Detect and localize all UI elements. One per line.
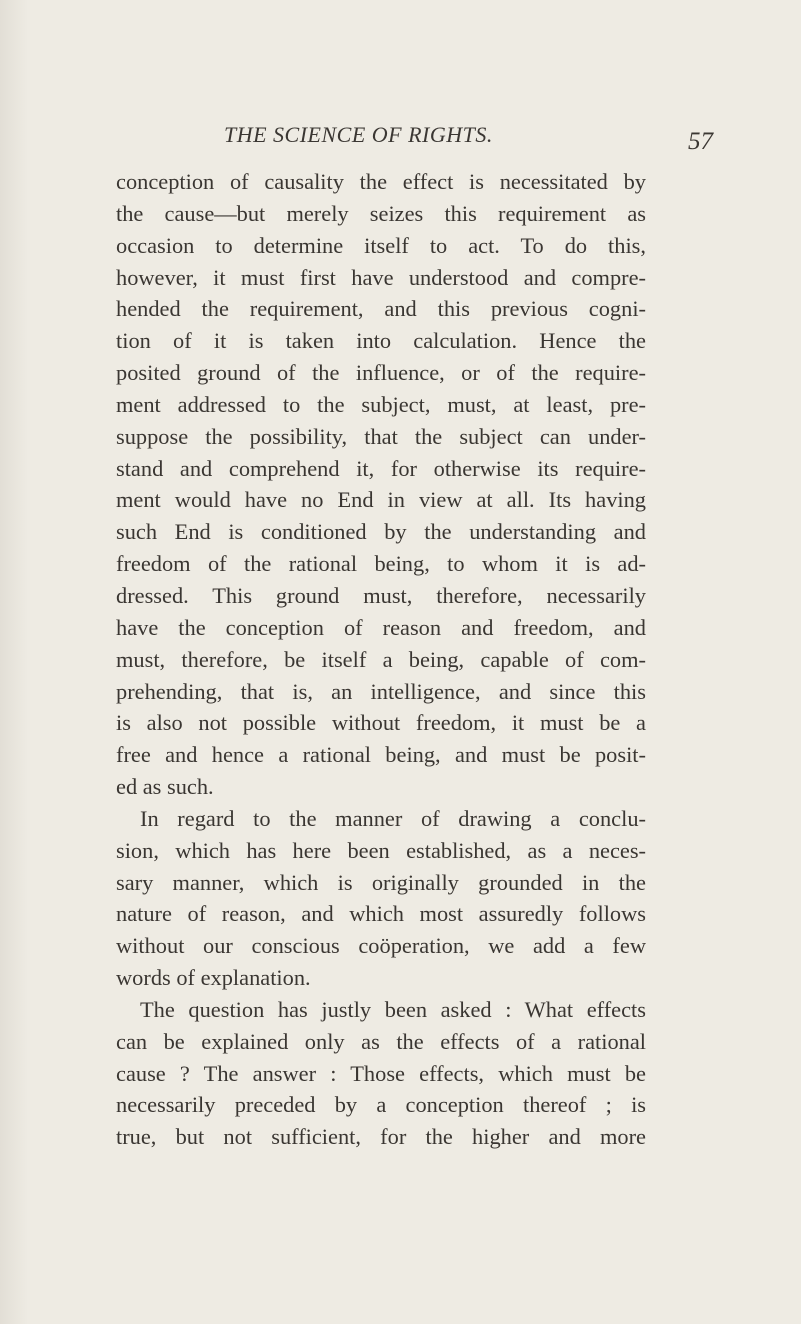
text-line: conception of causality the effect is necessitated by [116, 169, 646, 194]
text-line: ed as such. [116, 774, 214, 800]
text-line: cause ? The answer : Those effects, which must be [116, 1060, 646, 1086]
body-text [116, 166, 646, 1153]
text-line: sion, which has here been established, as a neces- [116, 837, 646, 863]
text-line: such End is conditioned by the understanding and [116, 519, 646, 545]
text-line: have the conception of reason and freedom, and [116, 614, 646, 640]
text-line: suppose the possibility, that the subject can under- [116, 423, 646, 449]
text-line: the cause—but merely seizes this requirement as [116, 200, 646, 226]
text-line: necessarily preceded by a conception thereof ; is [116, 1092, 646, 1118]
text-line: dressed. This ground must, therefore, necessarily [116, 582, 646, 608]
text-line: occasion to determine itself to act. To do this, [116, 232, 646, 258]
text-line: true, but not sufficient, for the higher and more [116, 1124, 646, 1150]
running-head [0, 122, 801, 162]
text-line: In regard to the manner of drawing a conclu- [140, 805, 646, 831]
text-line: nature of reason, and which most assuredly follows [116, 901, 646, 927]
text-line: free and hence a rational being, and must be posit- [116, 742, 646, 768]
text-line: stand and comprehend it, for otherwise its require- [116, 455, 646, 481]
text-line: The question has justly been asked : What effects [140, 996, 646, 1022]
text-line: tion of it is taken into calculation. Hence the [116, 328, 646, 354]
text-line: words of explanation. [116, 965, 311, 991]
text-line: must, therefore, be itself a being, capable of com- [116, 646, 646, 672]
text-line: sary manner, which is originally grounded in the [116, 869, 646, 895]
text-line: posited ground of the influence, or of the require- [116, 360, 646, 386]
text-line: can be explained only as the effects of a rational [116, 1028, 646, 1054]
text-line: ment addressed to the subject, must, at least, pre- [116, 391, 646, 417]
text-line: prehending, that is, an intelligence, and since this [116, 678, 646, 704]
text-line: without our conscious coöperation, we add a few [116, 933, 646, 959]
running-title: THE SCIENCE OF RIGHTS. [224, 122, 493, 147]
text-line: hended the requirement, and this previous cogni- [116, 296, 646, 322]
text-line: however, it must first have understood and compre- [116, 264, 646, 290]
page-number: 57 [688, 128, 713, 155]
text-line: is also not possible without freedom, it must be a [116, 710, 646, 736]
text-line: ment would have no End in view at all. Its having [116, 487, 646, 513]
text-line: freedom of the rational being, to whom it is ad- [116, 551, 646, 577]
